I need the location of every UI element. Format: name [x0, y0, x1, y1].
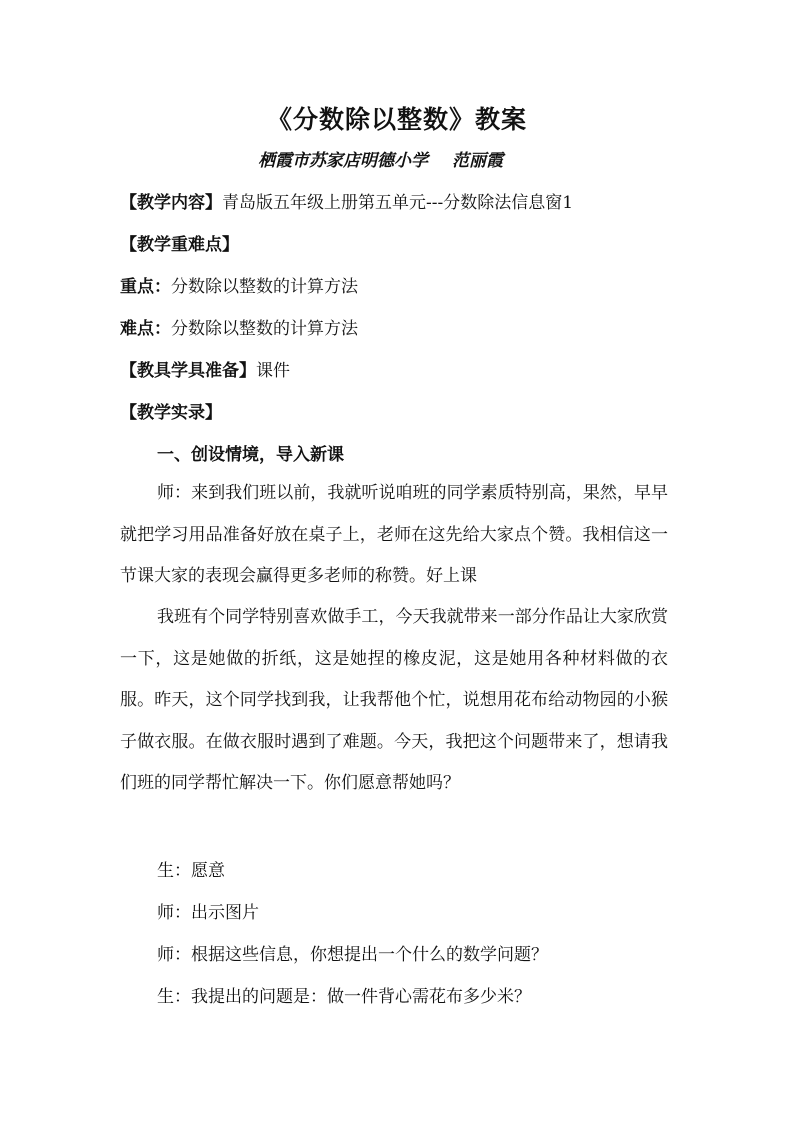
key-point-text: 分数除以整数的计算方法: [171, 277, 358, 297]
teaching-content-text: 青岛版五年级上册第五单元---分数除法信息窗1: [222, 193, 574, 213]
section-heading: 一、创设情境，导入新课: [157, 445, 344, 465]
difficult-point-text: 分数除以整数的计算方法: [171, 319, 358, 339]
dialogue-student-question: 生：我提出的问题是：做一件背心需花布多少米？: [157, 987, 531, 1007]
paragraph-teacher-intro: 师：来到我们班以前，我就听说咱班的同学素质特别高，果然，早早就把学习用品准备好放在桌子上，老师在这先给大家点个赞。我相信这一节课大家的表现会赢得更多老师的称赞。好上课: [120, 483, 668, 586]
document-title: 《分数除以整数》教案: [266, 105, 527, 134]
dialogue-teacher-question: 师：根据这些信息，你想提出一个什么的数学问题？: [157, 945, 548, 965]
author-name: 范丽霞: [452, 151, 503, 171]
teaching-tools-label: 【教具学具准备】: [120, 361, 256, 381]
paragraph-handcraft-story: 我班有个同学特别喜欢做手工，今天我就带来一部分作品让大家欣赏一下，这是她做的折纸，这是她捏的橡皮泥，这是她用各种材料做的衣服。昨天，这个同学找到我，让我帮他个忙，说想用花布给动物园的小猴子做衣服。在做衣服时遇到了难题。今天，我把这个问题带来了，想请我们班的同学帮忙解决一下。你们愿意帮她吗？: [120, 607, 668, 793]
dialogue-student-agree: 生：愿意: [157, 861, 225, 881]
key-point-line: [120, 272, 680, 297]
teaching-content-line: [120, 188, 680, 213]
teaching-tools-text: 课件: [256, 361, 290, 381]
teaching-record-heading: 【教学实录】: [120, 403, 222, 423]
dialogue-teacher-picture: 师：出示图片: [157, 903, 259, 923]
key-difficult-heading: 【教学重难点】: [120, 235, 239, 255]
difficult-point-label: 难点：: [120, 319, 171, 339]
difficult-point-line: [120, 314, 680, 339]
author-school: 栖霞市苏家店明德小学: [258, 151, 428, 171]
teaching-tools-line: [120, 356, 680, 381]
teaching-content-label: 【教学内容】: [120, 193, 222, 213]
key-point-label: 重点：: [120, 277, 171, 297]
author-line: [258, 146, 598, 171]
